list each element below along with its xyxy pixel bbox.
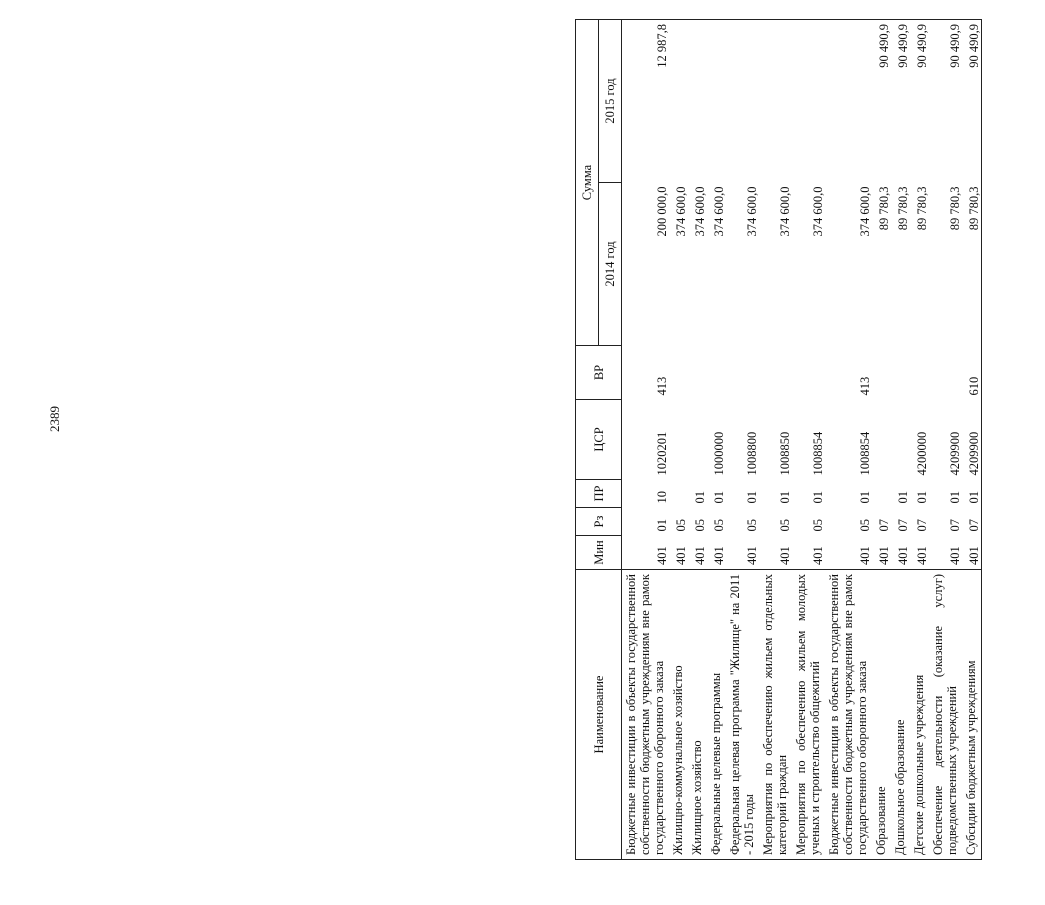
header-sum: Сумма (576, 20, 599, 346)
row-rz: 05 (712, 519, 726, 532)
row-sum-2014: 89 780,3 (877, 186, 891, 231)
row-vr (759, 346, 792, 400)
header-2015: 2015 год (599, 20, 622, 183)
row-sum-2014: 89 780,3 (915, 186, 929, 231)
row-rz: 07 (896, 519, 910, 532)
row-name: Федеральные целевые программы (707, 570, 726, 860)
row-csr (669, 400, 688, 480)
row-vr (891, 346, 910, 400)
row-sum-2015 (726, 20, 759, 183)
row-pr: 01 (915, 491, 929, 504)
row-sum-2015 (825, 20, 872, 183)
row-rz: 05 (693, 519, 707, 532)
header-pr: ПР (576, 480, 622, 508)
row-min: 401 (674, 546, 688, 565)
row-pr (872, 480, 891, 508)
row-pr: 01 (858, 491, 872, 504)
table-row (825, 20, 872, 860)
row-pr: 01 (962, 480, 982, 508)
row-vr (669, 346, 688, 400)
row-sum-2015: 90 490,9 (910, 20, 929, 183)
row-csr: 4209900 (962, 400, 982, 480)
row-sum-2015: 90 490,9 (962, 20, 982, 183)
row-rz: 05 (858, 519, 872, 532)
row-name: Образование (872, 570, 891, 860)
row-rz: 05 (778, 519, 792, 532)
row-vr (792, 346, 825, 400)
header-vr: ВР (576, 346, 622, 400)
row-min: 401 (962, 536, 982, 570)
row-vr: 413 (655, 376, 669, 396)
rotated-budget-table (575, 20, 1045, 860)
row-name: Бюджетные инвестиции в объекты государственной собственности бюджетным учреждениям вне рамок государственного оборонного заказа (622, 570, 670, 860)
table-row (707, 20, 726, 860)
row-name: Жилищно-коммунальное хозяйство (669, 570, 688, 860)
row-sum-2014: 89 780,3 (896, 186, 910, 231)
row-sum-2015 (759, 20, 792, 183)
header-name: Наименование (576, 570, 622, 860)
row-sum-2015 (669, 20, 688, 183)
row-min: 401 (712, 546, 726, 565)
row-rz: 05 (674, 519, 688, 532)
table-row (688, 20, 707, 860)
row-sum-2015: 90 490,9 (929, 20, 962, 183)
row-sum-2015: 90 490,9 (891, 20, 910, 183)
table-row (669, 20, 688, 860)
row-sum-2015: 90 490,9 (872, 20, 891, 183)
row-csr: 4200000 (915, 431, 929, 476)
row-name: Дошкольное образование (891, 570, 910, 860)
table-body (622, 20, 982, 860)
row-min: 401 (877, 546, 891, 565)
row-name: Жилищное хозяйство (688, 570, 707, 860)
row-sum-2014: 374 600,0 (811, 186, 825, 237)
row-pr: 01 (811, 491, 825, 504)
header-csr: ЦСР (576, 400, 622, 480)
row-sum-2014: 89 780,3 (962, 183, 982, 346)
row-min: 401 (693, 546, 707, 565)
header-min: Мин (576, 536, 622, 570)
row-name: Мероприятия по обеспечению жильем отдельных категорий граждан (759, 570, 792, 860)
table-row (891, 20, 910, 860)
row-vr: 413 (858, 376, 872, 396)
table-row (929, 20, 962, 860)
row-pr: 01 (745, 491, 759, 504)
row-vr (910, 346, 929, 400)
row-rz: 05 (745, 519, 759, 532)
row-csr: 4209900 (948, 431, 962, 476)
row-pr: 01 (693, 491, 707, 504)
table-row (792, 20, 825, 860)
header-2014: 2014 год (599, 183, 622, 346)
row-vr: 610 (962, 346, 982, 400)
row-csr: 1008854 (811, 431, 825, 476)
row-pr (669, 480, 688, 508)
row-sum-2014: 374 600,0 (712, 186, 726, 237)
row-sum-2015: 12 987,8 (622, 20, 670, 183)
row-sum-2015 (688, 20, 707, 183)
row-vr (726, 346, 759, 400)
row-vr (688, 346, 707, 400)
row-sum-2014: 374 600,0 (693, 186, 707, 237)
row-name: Бюджетные инвестиции в объекты государственной собственности бюджетным учреждениям вне рамок государственного оборонного заказа (825, 570, 872, 860)
row-name: Обеспечение деятельности (оказание услуг) подведомственных учреждений (929, 570, 962, 860)
row-sum-2015 (707, 20, 726, 183)
row-csr (891, 400, 910, 480)
row-rz: 07 (948, 519, 962, 532)
table-row (910, 20, 929, 860)
row-name: Детские дошкольные учреждения (910, 570, 929, 860)
row-rz: 07 (877, 519, 891, 532)
row-pr: 01 (948, 491, 962, 504)
row-sum-2014: 374 600,0 (778, 186, 792, 237)
row-pr: 01 (896, 491, 910, 504)
table-row (622, 20, 670, 860)
row-min: 401 (811, 546, 825, 565)
table-row (726, 20, 759, 860)
budget-table (575, 19, 982, 860)
row-min: 401 (915, 546, 929, 565)
row-vr (707, 346, 726, 400)
row-csr: 1008850 (778, 431, 792, 476)
row-sum-2014: 374 600,0 (674, 186, 688, 237)
row-min: 401 (896, 546, 910, 565)
row-csr (688, 400, 707, 480)
table-row (759, 20, 792, 860)
row-name: Субсидии бюджетным учреждениям (962, 570, 982, 860)
row-sum-2014: 374 600,0 (858, 186, 872, 237)
row-pr: 10 (655, 491, 669, 504)
row-rz: 05 (811, 519, 825, 532)
row-sum-2014: 89 780,3 (948, 186, 962, 231)
row-name: Мероприятия по обеспечению жильем молодых ученых и строительство общежитий (792, 570, 825, 860)
row-csr: 1008800 (745, 431, 759, 476)
row-min: 401 (745, 546, 759, 565)
row-name: Федеральная целевая программа "Жилище" на 2011 - 2015 годы (726, 570, 759, 860)
header-rz: Рз (576, 508, 622, 536)
row-min: 401 (655, 546, 669, 565)
row-csr (872, 400, 891, 480)
row-csr: 1020201 (655, 431, 669, 476)
row-pr: 01 (712, 491, 726, 504)
row-min: 401 (948, 546, 962, 565)
row-csr: 1000000 (712, 431, 726, 476)
row-vr (929, 346, 962, 400)
page-number: 2389 (47, 406, 62, 432)
row-rz: 07 (915, 519, 929, 532)
row-pr: 01 (778, 491, 792, 504)
table-row (962, 20, 982, 860)
row-min: 401 (778, 546, 792, 565)
row-vr (872, 346, 891, 400)
row-sum-2014: 200 000,0 (655, 186, 669, 237)
row-sum-2015 (792, 20, 825, 183)
row-sum-2014: 374 600,0 (745, 186, 759, 237)
row-rz: 07 (962, 508, 982, 536)
row-rz: 01 (655, 519, 669, 532)
row-min: 401 (858, 546, 872, 565)
table-row (872, 20, 891, 860)
row-csr: 1008854 (858, 431, 872, 476)
